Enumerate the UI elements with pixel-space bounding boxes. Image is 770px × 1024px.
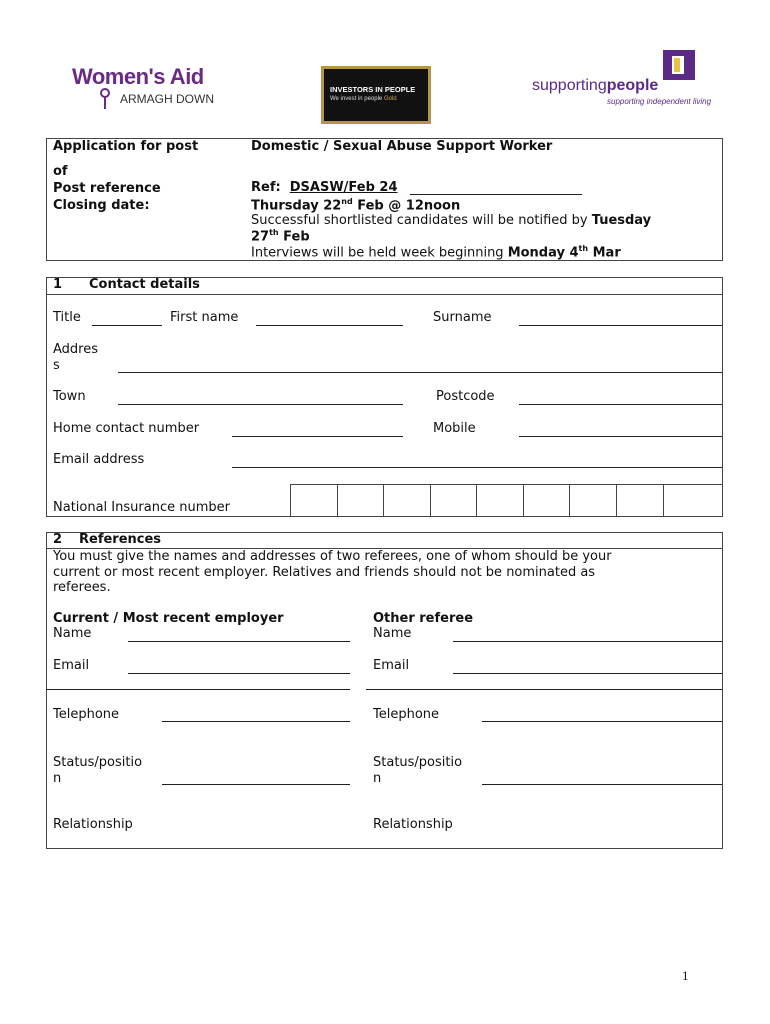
ni-cell-4[interactable] xyxy=(430,484,477,517)
ni-cell-7[interactable] xyxy=(569,484,617,517)
home-contact-number-label: Home contact number xyxy=(53,421,200,436)
references-intro-line-1: You must give the names and addresses of two referees, one of whom should be your xyxy=(53,549,612,564)
mobile-label: Mobile xyxy=(433,421,476,436)
postcode-label: Postcode xyxy=(436,389,495,404)
referee-email-field[interactable] xyxy=(453,673,722,674)
post-title: Domestic / Sexual Abuse Support Worker xyxy=(251,139,553,154)
employer-email-field[interactable] xyxy=(128,673,350,674)
womens-aid-figure-icon xyxy=(98,88,112,110)
references-intro-line-3: referees. xyxy=(53,580,111,595)
employer-name-field[interactable] xyxy=(128,641,350,642)
post-reference-value xyxy=(251,180,398,195)
womens-aid-logo-text: Women's Aid xyxy=(72,64,204,89)
references-intro-line-2: current or most recent employer. Relatives and friends should not be nominated as xyxy=(53,565,596,580)
page-number: 1 xyxy=(682,968,689,983)
referee-telephone-field[interactable] xyxy=(482,721,722,722)
ref-value: DSASW/Feb 24 xyxy=(289,180,398,195)
supporting-people-tagline: supporting independent living xyxy=(607,97,712,106)
title-label: Title xyxy=(53,310,81,325)
referee-relationship-label: Relationship xyxy=(373,817,453,832)
address-label-cont: s xyxy=(53,358,60,373)
referee-email-label: Email xyxy=(373,658,410,673)
contact-section-number: 1 xyxy=(53,277,63,292)
closing-date-label: Closing date: xyxy=(53,198,150,213)
employer-status-label-cont: n xyxy=(53,771,62,786)
employer-telephone-field[interactable] xyxy=(162,721,350,722)
employer-telephone-label: Telephone xyxy=(53,707,120,722)
ni-cell-2[interactable] xyxy=(337,484,384,517)
surname-label: Surname xyxy=(433,310,492,325)
town-label: Town xyxy=(53,389,86,404)
interview-notice xyxy=(251,244,621,260)
people-word: people xyxy=(606,77,659,94)
current-employer-heading: Current / Most recent employer xyxy=(53,611,284,626)
post-reference-label: Post reference xyxy=(53,181,161,196)
referee-status-label-cont: n xyxy=(373,771,382,786)
ni-cell-8[interactable] xyxy=(616,484,664,517)
shortlist-notice xyxy=(251,213,651,228)
home-contact-number-field[interactable] xyxy=(232,436,403,437)
employer-status-field[interactable] xyxy=(162,784,350,785)
supporting-word: supporting xyxy=(532,77,607,94)
shortlist-date-suffix: th xyxy=(269,228,279,237)
title-field[interactable] xyxy=(92,325,162,326)
closing-time: Feb @ 12noon xyxy=(352,198,461,214)
ni-cell-1[interactable] xyxy=(290,484,338,517)
investors-in-people-logo xyxy=(321,66,431,124)
address-label: Addres xyxy=(53,342,98,357)
shortlist-date-month: Feb xyxy=(278,229,310,245)
shortlist-date-num: 27 xyxy=(251,229,270,245)
ref-prefix: Ref: xyxy=(251,180,281,195)
contact-details-section xyxy=(46,277,723,517)
employer-status-label: Status/positio xyxy=(53,755,143,770)
national-insurance-label: National Insurance number xyxy=(53,500,230,515)
application-for-post-label-cont: of xyxy=(53,164,68,179)
investors-logo-tagline xyxy=(330,96,397,102)
email-address-field[interactable] xyxy=(232,467,722,468)
supporting-people-logo xyxy=(532,48,722,110)
referee-status-label: Status/positio xyxy=(373,755,463,770)
references-section-number: 2 xyxy=(53,532,63,547)
employer-name-label: Name xyxy=(53,626,92,641)
references-section-heading: References xyxy=(79,532,162,547)
shortlist-notice-text: Successful shortlisted candidates will be notified by xyxy=(251,213,592,228)
door-icon xyxy=(663,50,695,80)
email-address-label: Email address xyxy=(53,452,145,467)
postcode-field[interactable] xyxy=(519,404,722,405)
first-name-label: First name xyxy=(170,310,239,325)
shortlist-notice-day: Tuesday xyxy=(591,213,652,228)
investors-logo-tier: Gold xyxy=(383,96,397,102)
ni-cell-9[interactable] xyxy=(663,484,723,517)
referee-name-label: Name xyxy=(373,626,412,641)
interview-date-num: Monday 4 xyxy=(507,245,579,261)
town-field[interactable] xyxy=(118,404,403,405)
mobile-field[interactable] xyxy=(519,436,722,437)
shortlist-notice-date xyxy=(251,228,310,244)
first-name-field[interactable] xyxy=(256,325,403,326)
supporting-people-wordmark xyxy=(532,77,658,95)
closing-day: Thursday 22 xyxy=(251,198,342,214)
surname-field[interactable] xyxy=(519,325,722,326)
referee-telephone-label: Telephone xyxy=(373,707,440,722)
closing-day-suffix: nd xyxy=(341,197,353,206)
closing-date-value xyxy=(251,197,460,213)
referee-address-line[interactable] xyxy=(366,689,722,690)
employer-address-line[interactable] xyxy=(46,689,350,690)
application-for-post-label: Application for post xyxy=(53,139,199,154)
interview-date-suffix: th xyxy=(578,244,589,253)
interview-notice-text: Interviews will be held week beginning xyxy=(251,245,508,261)
womens-aid-logo xyxy=(72,64,232,114)
other-referee-heading: Other referee xyxy=(373,611,474,626)
investors-logo-title: INVESTORS IN PEOPLE xyxy=(330,85,416,94)
investors-logo-tagline-text: We invest in people xyxy=(330,96,383,102)
ni-cell-5[interactable] xyxy=(476,484,524,517)
referee-name-field[interactable] xyxy=(453,641,722,642)
interview-date-month: Mar xyxy=(588,245,621,261)
employer-relationship-label: Relationship xyxy=(53,817,133,832)
employer-email-label: Email xyxy=(53,658,90,673)
ni-cell-3[interactable] xyxy=(383,484,431,517)
contact-section-heading: Contact details xyxy=(89,277,200,292)
ni-cell-6[interactable] xyxy=(523,484,570,517)
referee-status-field[interactable] xyxy=(482,784,722,785)
womens-aid-logo-subtitle: ARMAGH DOWN xyxy=(120,92,214,106)
address-field[interactable] xyxy=(118,372,722,373)
ref-underline xyxy=(410,194,582,195)
